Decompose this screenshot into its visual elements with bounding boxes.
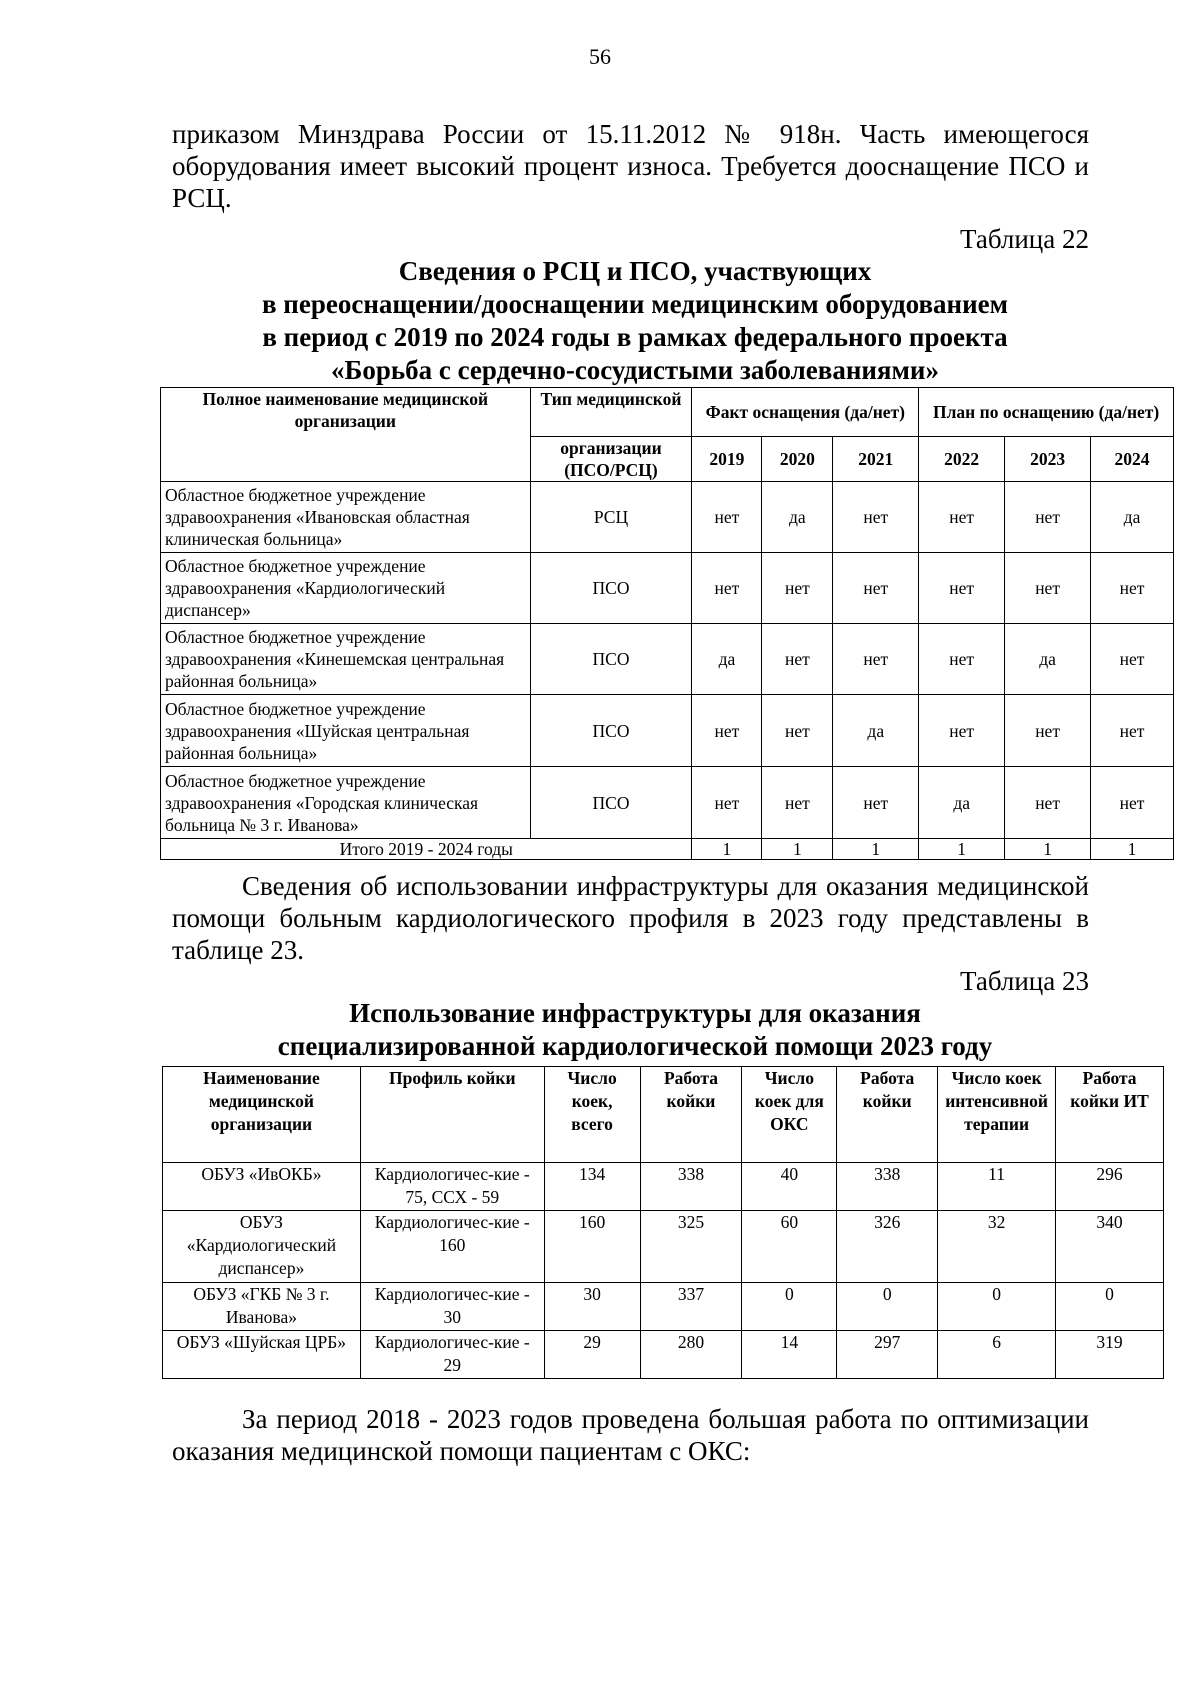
table22-cell-value: нет (1005, 767, 1091, 839)
table22-total-value: 1 (1005, 839, 1091, 860)
table22-total-value: 1 (1091, 839, 1174, 860)
table22-cell-value: да (833, 695, 919, 767)
table22-cell-value: да (762, 482, 833, 553)
table22-cell-value: нет (692, 553, 762, 624)
table23-cell-value: 134 (544, 1163, 640, 1211)
table22-total-row (161, 839, 1174, 860)
table23-header-cell: Работа койки (640, 1067, 742, 1163)
table22-header-year: 2024 (1091, 437, 1174, 482)
table22-cell-org: Областное бюджетное учреждение здравоохранения «Кинешемская центральная районная больница» (161, 624, 531, 695)
table23-cell-value: 32 (938, 1211, 1056, 1283)
table23-cell-value: 297 (837, 1331, 938, 1379)
table23-cell-value: 338 (640, 1163, 742, 1211)
table22-cell-value: нет (833, 624, 919, 695)
table23-cell-value: 326 (837, 1211, 938, 1283)
table23-cell-value: 338 (837, 1163, 938, 1211)
table22-header-year: 2021 (833, 437, 919, 482)
table22-cell-value: нет (1005, 482, 1091, 553)
table22-cell-value: нет (692, 482, 762, 553)
table22-title-line: «Борьба с сердечно-сосудистыми заболеваниями» (330, 355, 939, 385)
table22-cell-value: нет (833, 482, 919, 553)
table22-cell-value: нет (1005, 553, 1091, 624)
table22-title (120, 255, 1150, 387)
table23-header-cell: Число коек для ОКС (742, 1067, 837, 1163)
table22-cell-value: нет (1091, 695, 1174, 767)
table-row (161, 767, 1174, 839)
table22-cell-value: да (1005, 624, 1091, 695)
table-row (161, 482, 1174, 553)
table22-cell-org: Областное бюджетное учреждение здравоохранения «Кардиологический диспансер» (161, 553, 531, 624)
table23-cell-value: 0 (938, 1283, 1056, 1331)
table22-title-line: Сведения о РСЦ и ПСО, участвующих (398, 256, 872, 286)
table22-cell-value: нет (762, 624, 833, 695)
table22-cell-org: Областное бюджетное учреждение здравоохранения «Ивановская областная клиническая больница» (161, 482, 531, 553)
table-row (163, 1211, 1164, 1283)
table22-cell-value: нет (1005, 695, 1091, 767)
table23 (162, 1066, 1164, 1379)
table-row (163, 1331, 1164, 1379)
table23-cell-value: 14 (742, 1331, 837, 1379)
table22-cell-type: ПСО (530, 695, 692, 767)
table23-cell-value: 6 (938, 1331, 1056, 1379)
table-row (161, 695, 1174, 767)
table22-header-type-line2: организации (ПСО/РСЦ) (530, 437, 692, 482)
table23-cell-value: 280 (640, 1331, 742, 1379)
table23-cell-value: 296 (1056, 1163, 1164, 1211)
table23-cell-org: ОБУЗ «ИвОКБ» (163, 1163, 361, 1211)
table23-cell-org: ОБУЗ «Шуйская ЦРБ» (163, 1331, 361, 1379)
table22-header-year: 2023 (1005, 437, 1091, 482)
table22-header-type-line1: Тип медицинской (530, 388, 692, 437)
final-paragraph: За период 2018 - 2023 годов проведена большая работа по оптимизации оказания медицинской помощи пациентам с ОКС: (172, 1404, 1089, 1466)
table22-header-year: 2022 (919, 437, 1005, 482)
table22-cell-value: нет (919, 482, 1005, 553)
table23-caption: Таблица 23 (960, 966, 1089, 996)
table22-cell-value: нет (919, 624, 1005, 695)
table22-total-value: 1 (762, 839, 833, 860)
table22-caption: Таблица 22 (960, 224, 1089, 254)
table23-cell-value: 60 (742, 1211, 837, 1283)
table23-cell-org: ОБУЗ «ГКБ № 3 г. Иванова» (163, 1283, 361, 1331)
table22-cell-type: ПСО (530, 624, 692, 695)
table23-cell-value: 325 (640, 1211, 742, 1283)
table22-header-org: Полное наименование медицинской организации (161, 388, 531, 482)
table23-cell-profile: Кардиологичес-кие - 30 (360, 1283, 544, 1331)
table22-cell-value: да (692, 624, 762, 695)
table22-cell-value: нет (1091, 767, 1174, 839)
table23-title-line: специализированной кардиологической помощи 2023 году (277, 1031, 993, 1061)
table22-cell-type: ПСО (530, 767, 692, 839)
table22-cell-type: РСЦ (530, 482, 692, 553)
table22-cell-value: нет (919, 553, 1005, 624)
table22-header-fact: Факт оснащения (да/нет) (692, 388, 919, 437)
table23-title (120, 997, 1150, 1063)
table23-cell-value: 160 (544, 1211, 640, 1283)
table23-cell-org: ОБУЗ «Кардиологический диспансер» (163, 1211, 361, 1283)
table22-cell-value: нет (1091, 553, 1174, 624)
table23-cell-profile: Кардиологичес-кие - 75, ССХ - 59 (360, 1163, 544, 1211)
table-row (161, 553, 1174, 624)
table23-header-cell: Число коек, всего (544, 1067, 640, 1163)
table22-header-year: 2019 (692, 437, 762, 482)
table22-title-line: в период с 2019 по 2024 годы в рамках федерального проекта (262, 322, 1008, 352)
table23-cell-value: 29 (544, 1331, 640, 1379)
table22-total-value: 1 (833, 839, 919, 860)
table23-cell-value: 40 (742, 1163, 837, 1211)
table22-cell-value: нет (692, 695, 762, 767)
table22-cell-value: нет (762, 695, 833, 767)
table22-cell-value: нет (762, 553, 833, 624)
table23-header-cell: Профиль койки (360, 1067, 544, 1163)
table23-cell-value: 0 (1056, 1283, 1164, 1331)
table-row (163, 1283, 1164, 1331)
table22-total-label: Итого 2019 - 2024 годы (161, 839, 692, 860)
table23-header-cell: Работа койки (837, 1067, 938, 1163)
table23-header-row (163, 1067, 1164, 1163)
table23-cell-profile: Кардиологичес-кие - 160 (360, 1211, 544, 1283)
table-row (161, 624, 1174, 695)
page-number: 56 (589, 44, 611, 69)
intro-paragraph: приказом Минздрава России от 15.11.2012 № 918н. Часть имеющегося оборудования имеет высокий процент износа. Требуется дооснащение ПСО и РСЦ. (172, 119, 1089, 213)
table23-cell-value: 0 (742, 1283, 837, 1331)
table23-cell-value: 340 (1056, 1211, 1164, 1283)
table23-cell-value: 319 (1056, 1331, 1164, 1379)
table23-cell-value: 337 (640, 1283, 742, 1331)
table22-cell-value: нет (1091, 624, 1174, 695)
table22-header-plan: План по оснащению (да/нет) (919, 388, 1174, 437)
table22-title-line: в переоснащении/дооснащении медицинским оборудованием (261, 289, 1009, 319)
middle-paragraph: Сведения об использовании инфраструктуры для оказания медицинской помощи больным кардиологического профиля в 2023 году представлены в таблице 23. (172, 871, 1089, 965)
table22-header-year: 2020 (762, 437, 833, 482)
table22-total-value: 1 (919, 839, 1005, 860)
table23-cell-profile: Кардиологичес-кие - 29 (360, 1331, 544, 1379)
table22-cell-type: ПСО (530, 553, 692, 624)
table22-cell-value: нет (919, 695, 1005, 767)
table22-cell-org: Областное бюджетное учреждение здравоохранения «Шуйская центральная районная больница» (161, 695, 531, 767)
table23-title-line: Использование инфраструктуры для оказания (349, 998, 921, 1028)
table22-cell-value: нет (833, 553, 919, 624)
table23-header-cell: Наименование медицинской организации (163, 1067, 361, 1163)
table22-total-value: 1 (692, 839, 762, 860)
table22-cell-value: да (1091, 482, 1174, 553)
table23-cell-value: 0 (837, 1283, 938, 1331)
table-row (163, 1163, 1164, 1211)
table22-cell-value: нет (692, 767, 762, 839)
table23-header-cell: Работа койки ИТ (1056, 1067, 1164, 1163)
table23-cell-value: 11 (938, 1163, 1056, 1211)
table23-header-cell: Число коек интенсивной терапии (938, 1067, 1056, 1163)
table22 (160, 387, 1174, 860)
table22-cell-org: Областное бюджетное учреждение здравоохранения «Городская клиническая больница № 3 г. Иванова» (161, 767, 531, 839)
table22-cell-value: нет (833, 767, 919, 839)
table23-cell-value: 30 (544, 1283, 640, 1331)
table22-cell-value: нет (762, 767, 833, 839)
table22-cell-value: да (919, 767, 1005, 839)
